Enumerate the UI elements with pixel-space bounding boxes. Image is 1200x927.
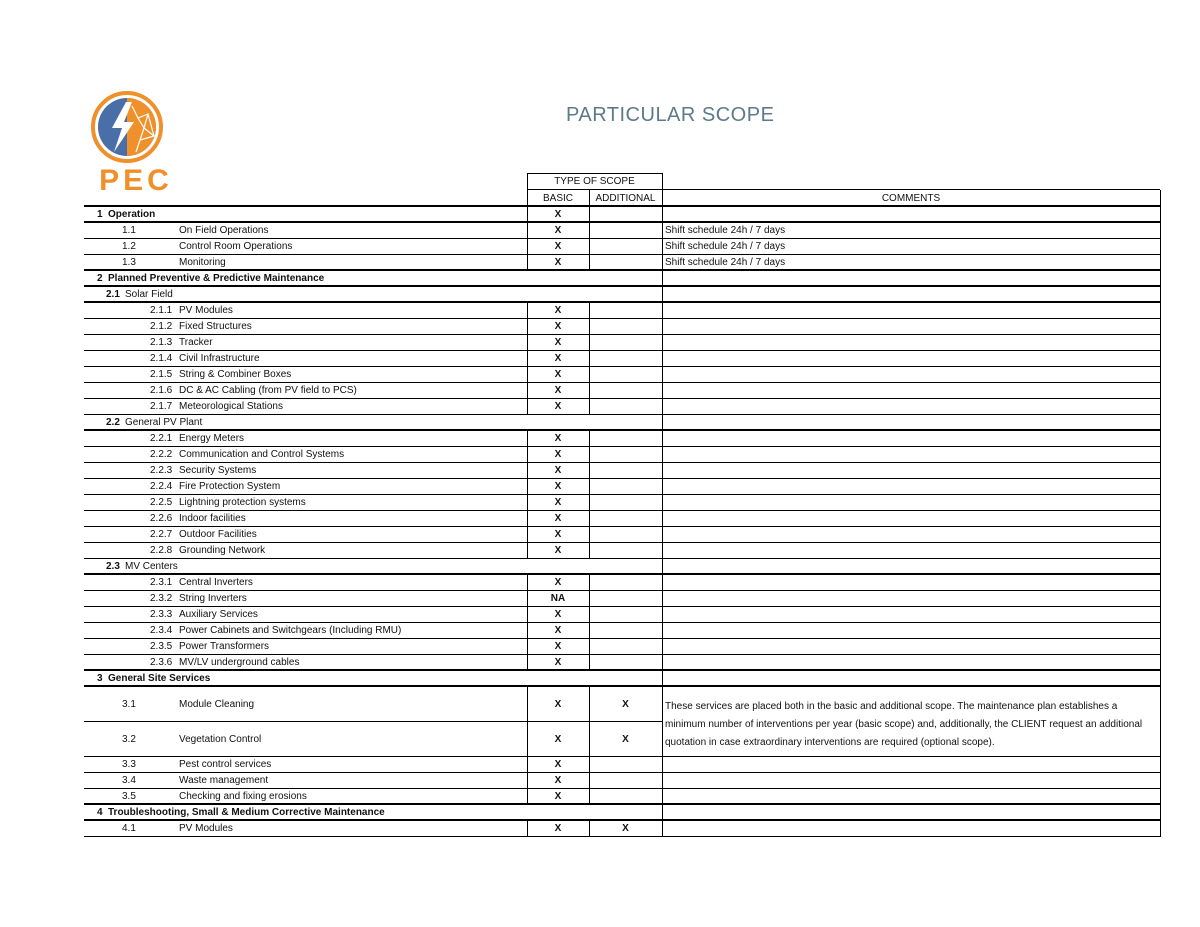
table-row <box>84 543 1160 559</box>
cell-basic: X <box>554 449 562 460</box>
row-label: Grounding Network <box>179 545 266 556</box>
row-label: Tracker <box>179 337 213 348</box>
row-id: 2.3.4 <box>150 625 173 636</box>
table-row <box>84 463 1160 479</box>
row-id: 2.1.5 <box>150 369 173 380</box>
table-row <box>84 757 1160 773</box>
table-row <box>84 671 1160 687</box>
row-id: 4.1 <box>122 823 136 834</box>
cell-additional: X <box>622 734 629 745</box>
cell-basic: X <box>554 257 562 268</box>
row-label: Pest control services <box>179 759 272 770</box>
cell-basic: X <box>554 305 562 316</box>
row-label: Outdoor Facilities <box>179 529 257 540</box>
row-id: 2.2.2 <box>150 449 173 460</box>
row-id: 2.2.7 <box>150 529 173 540</box>
row-label: Module Cleaning <box>179 699 255 710</box>
cell-basic: X <box>554 657 562 668</box>
row-label: Auxiliary Services <box>179 609 258 620</box>
cell-basic: X <box>554 759 562 770</box>
row-label: Central Inverters <box>179 577 253 588</box>
table-row <box>84 479 1160 495</box>
table-row <box>84 383 1160 399</box>
table-row <box>84 271 1160 287</box>
row-id: 2.2.8 <box>150 545 173 556</box>
row-label: On Field Operations <box>179 225 269 236</box>
row-label: String & Combiner Boxes <box>179 369 292 380</box>
cell-comment: Shift schedule 24h / 7 days <box>665 241 786 252</box>
row-label: Control Room Operations <box>179 241 293 252</box>
cell-basic: X <box>554 401 562 412</box>
cell-basic: X <box>554 577 562 588</box>
table-row <box>84 559 1160 575</box>
table-row <box>84 223 1160 239</box>
table-row <box>84 399 1160 415</box>
row-label: PV Modules <box>179 823 233 834</box>
row-id: 1.1 <box>122 225 136 236</box>
table-row <box>84 319 1160 335</box>
row-label: Waste management <box>179 775 269 786</box>
logo-text: PEC <box>99 164 173 194</box>
cell-basic: X <box>554 321 562 332</box>
row-id: 3.1 <box>122 699 136 710</box>
row-id: 2.3.1 <box>150 577 173 588</box>
cell-basic: NA <box>550 593 566 604</box>
table-row <box>84 623 1160 639</box>
cell-comment: Shift schedule 24h / 7 days <box>665 257 786 268</box>
cell-basic: X <box>554 823 562 834</box>
row-label: Solar Field <box>125 289 173 300</box>
row-label: Lightning protection systems <box>179 497 306 508</box>
row-id: 2.2.3 <box>150 465 173 476</box>
row-label: Vegetation Control <box>179 734 262 745</box>
cell-basic: X <box>554 545 562 556</box>
cell-basic: X <box>554 337 562 348</box>
row-id: 2.1.2 <box>150 321 173 332</box>
row-id: 2.2.5 <box>150 497 173 508</box>
header-row-columns <box>84 190 1160 207</box>
row-label: MV/LV underground cables <box>179 657 300 668</box>
row-id: 2 <box>97 273 103 284</box>
row-id: 3.5 <box>122 791 136 802</box>
row-id: 3.4 <box>122 775 136 786</box>
table-row <box>84 591 1160 607</box>
table-row <box>84 351 1160 367</box>
cell-basic: X <box>554 353 562 364</box>
cell-basic: X <box>554 225 562 236</box>
table-row <box>84 575 1160 591</box>
row-id: 2.3.5 <box>150 641 173 652</box>
row-id: 3 <box>97 673 103 684</box>
cell-basic: X <box>554 369 562 380</box>
row-id: 3.3 <box>122 759 136 770</box>
table-row <box>84 495 1160 511</box>
page-title: PARTICULAR SCOPE <box>566 104 775 126</box>
table-row <box>84 821 1160 837</box>
row-label: String Inverters <box>179 593 247 604</box>
table-row <box>84 287 1160 303</box>
cell-basic: X <box>554 385 562 396</box>
cell-basic: X <box>554 625 562 636</box>
table-row <box>84 303 1160 319</box>
row-label: Indoor facilities <box>179 513 246 524</box>
row-label: DC & AC Cabling (from PV field to PCS) <box>179 385 357 396</box>
cell-basic: X <box>554 465 562 476</box>
row-label: Energy Meters <box>179 433 245 444</box>
cell-basic: X <box>554 609 562 620</box>
cell-basic: X <box>554 497 562 508</box>
table-row <box>84 335 1160 351</box>
row-id: 2.2.4 <box>150 481 173 492</box>
header-row-group <box>84 173 1160 190</box>
merged-comment: These services are placed both in the basic and additional scope. The maintenance plan establishes a minimum number of interventions per year (basic scope) and, additionally, the CLIENT request an additional quotation in case extraordinary interventions are required (optional scope). <box>665 701 1143 748</box>
row-id: 1 <box>97 209 103 220</box>
cell-additional: X <box>622 823 629 834</box>
table-row <box>84 655 1160 671</box>
table-row <box>84 639 1160 655</box>
row-label: Power Transformers <box>179 641 270 652</box>
table-row <box>84 527 1160 543</box>
row-label: General PV Plant <box>125 417 203 428</box>
table-row <box>84 607 1160 623</box>
row-id: 2.1.6 <box>150 385 173 396</box>
row-label: Civil Infrastructure <box>179 353 260 364</box>
table-row <box>84 511 1160 527</box>
header-type-of-scope: TYPE OF SCOPE <box>554 176 635 187</box>
row-label: Fixed Structures <box>179 321 252 332</box>
cell-basic: X <box>554 791 562 802</box>
row-id: 2.3.6 <box>150 657 173 668</box>
cell-basic: X <box>554 529 562 540</box>
row-id: 2.1.7 <box>150 401 173 412</box>
cell-comment: Shift schedule 24h / 7 days <box>665 225 786 236</box>
row-id: 2.3 <box>106 561 120 572</box>
cell-additional: X <box>622 699 629 710</box>
row-id: 2.1.3 <box>150 337 173 348</box>
row-label: Checking and fixing erosions <box>179 791 307 802</box>
header-comments: COMMENTS <box>881 193 941 204</box>
cell-basic: X <box>554 734 562 745</box>
row-id: 1.2 <box>122 241 136 252</box>
row-id: 2.3.3 <box>150 609 173 620</box>
row-label: Meteorological Stations <box>179 401 283 412</box>
row-label: Operation <box>108 209 156 220</box>
row-label: General Site Services <box>108 673 211 684</box>
row-id: 3.2 <box>122 734 136 745</box>
header-additional: ADDITIONAL <box>595 193 656 204</box>
row-label: Security Systems <box>179 465 257 476</box>
cell-basic: X <box>554 241 562 252</box>
row-label: Planned Preventive & Predictive Maintenance <box>108 273 325 284</box>
table-row <box>84 447 1160 463</box>
table-row <box>84 789 1160 805</box>
table-row <box>84 773 1160 789</box>
row-id: 2.1.1 <box>150 305 173 316</box>
row-id: 2.1 <box>106 289 120 300</box>
row-label: Power Cabinets and Switchgears (Including RMU) <box>179 625 402 636</box>
cell-basic: X <box>554 209 562 220</box>
row-label: PV Modules <box>179 305 233 316</box>
row-label: Fire Protection System <box>179 481 281 492</box>
row-id: 2.2.1 <box>150 433 173 444</box>
row-id: 2.1.4 <box>150 353 173 364</box>
cell-basic: X <box>554 699 562 710</box>
table-row <box>84 255 1160 271</box>
row-label: Troubleshooting, Small & Medium Corrective Maintenance <box>108 807 385 818</box>
table-row <box>84 805 1160 821</box>
row-label: Monitoring <box>179 257 226 268</box>
row-id: 1.3 <box>122 257 136 268</box>
table-row <box>84 367 1160 383</box>
cell-basic: X <box>554 481 562 492</box>
table-row <box>84 207 1160 223</box>
row-label: MV Centers <box>125 561 178 572</box>
row-id: 2.2.6 <box>150 513 173 524</box>
table-row <box>84 415 1160 431</box>
header-basic: BASIC <box>542 193 573 204</box>
cell-basic: X <box>554 641 562 652</box>
row-id: 2.2 <box>106 417 120 428</box>
row-id: 4 <box>97 807 103 818</box>
cell-basic: X <box>554 775 562 786</box>
row-label: Communication and Control Systems <box>179 449 345 460</box>
cell-basic: X <box>554 513 562 524</box>
table-row <box>84 431 1160 447</box>
cell-basic: X <box>554 433 562 444</box>
row-id: 2.3.2 <box>150 593 173 604</box>
table-row <box>84 239 1160 255</box>
